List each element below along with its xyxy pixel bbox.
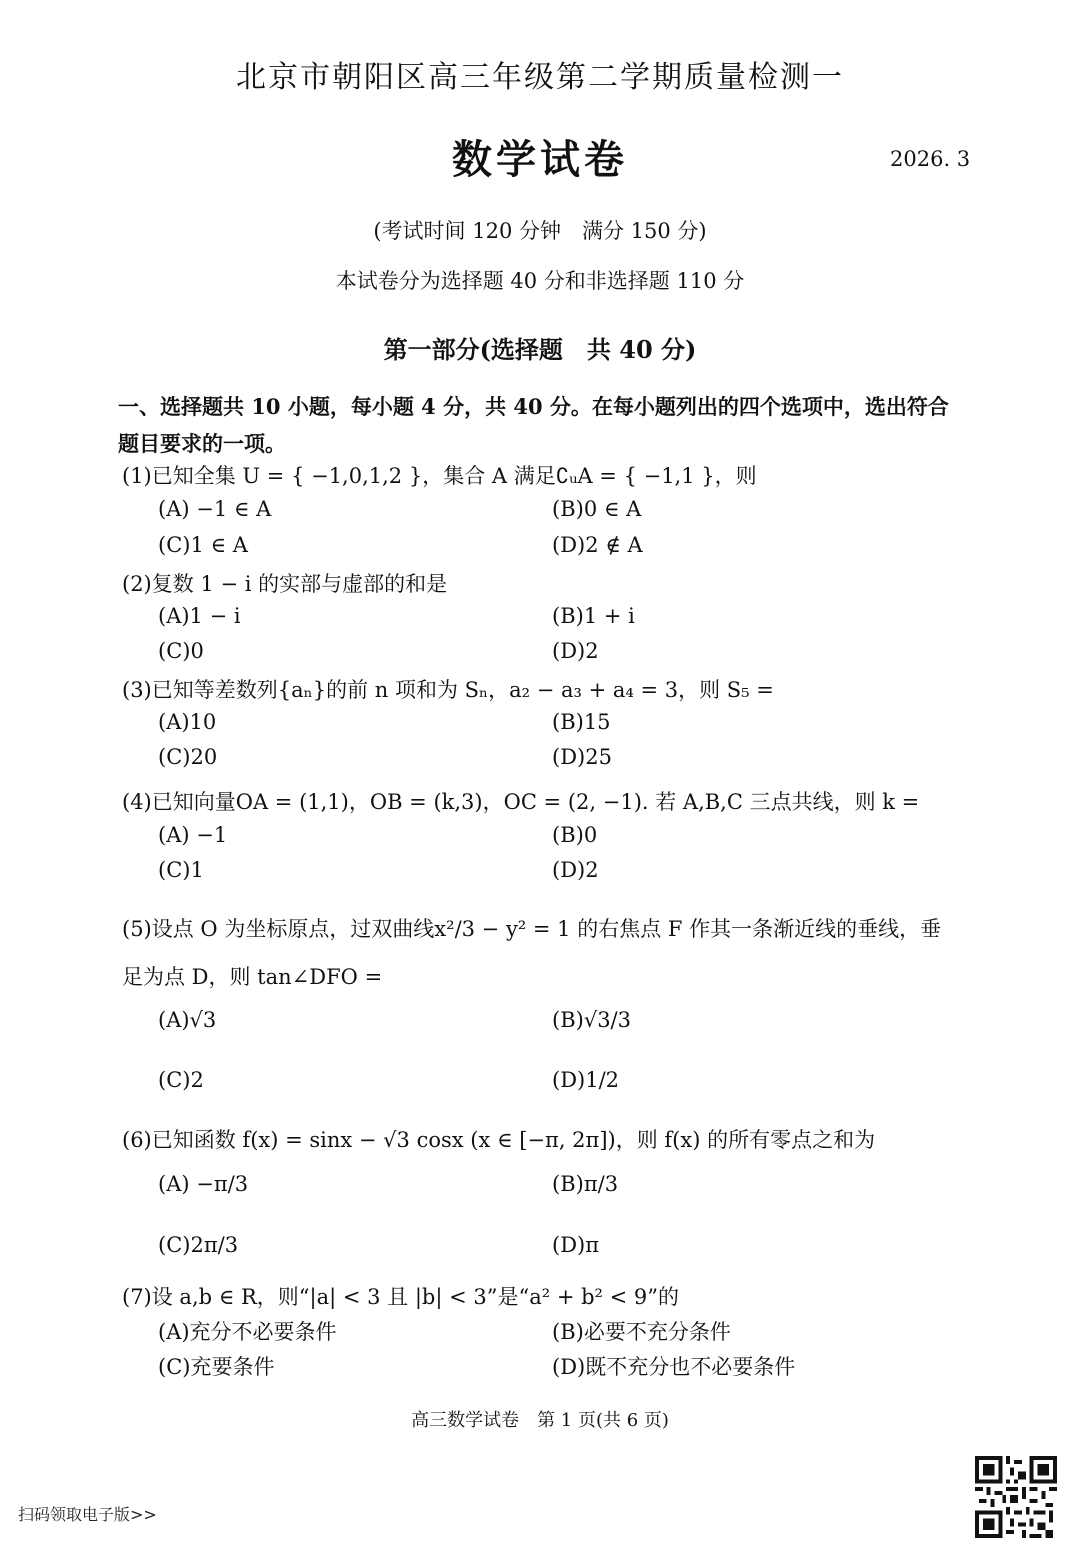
scan-for-ebook-link[interactable]: 扫码领取电子版>> (18, 1505, 157, 1524)
q1-option-d: (D)2 ∉ A (552, 533, 643, 557)
part-one-title: 第一部分(选择题 共 40 分) (383, 335, 697, 364)
q2-option-b: (B)1 + i (552, 604, 635, 628)
q3-option-c: (C)20 (158, 745, 218, 769)
qr-code-icon[interactable] (975, 1456, 1057, 1538)
q3-option-a: (A)10 (158, 710, 217, 734)
question-2: (2)复数 1 − i 的实部与虚部的和是 (122, 572, 448, 596)
q5-option-d: (D)1/2 (552, 1068, 620, 1092)
q5-option-b: (B)√3/3 (552, 1008, 631, 1032)
q5-option-c: (C)2 (158, 1068, 204, 1092)
question-4: (4)已知向量OA = (1,1)，OB = (k,3)，OC = (2, −1). 若 A,B,C 三点共线，则 k = (122, 790, 920, 814)
q1-option-b: (B)0 ∈ A (552, 497, 642, 521)
question-3: (3)已知等差数列{aₙ}的前 n 项和为 Sₙ，a₂ − a₃ + a₄ = 3，则 S₅ = (122, 678, 774, 702)
q6-option-c: (C)2π/3 (158, 1233, 239, 1257)
q6-option-b: (B)π/3 (552, 1172, 619, 1196)
q2-option-a: (A)1 − i (158, 604, 241, 628)
question-5: (5)设点 O 为坐标原点，过双曲线x²/3 − y² = 1 的右焦点 F 作其一条渐近线的垂线，垂足为点 D，则 tan∠DFO = (122, 917, 942, 989)
q6-option-a: (A) −π/3 (158, 1172, 249, 1196)
paper-title: 数学试卷 (452, 136, 628, 183)
exam-time-info: (考试时间 120 分钟 满分 150 分) (373, 219, 707, 243)
question-1: (1)已知全集 U = { −1,0,1,2 }，集合 A 满足∁ᵤA = { −1,1 }，则 (122, 464, 757, 488)
q7-option-a: (A)充分不必要条件 (158, 1320, 337, 1344)
q3-option-b: (B)15 (552, 710, 611, 734)
q7-option-b: (B)必要不充分条件 (552, 1320, 731, 1344)
section-instructions: 一、选择题共 10 小题，每小题 4 分，共 40 分。在每小题列出的四个选项中，选出符合题目要求的一项。 (118, 394, 949, 456)
q4-option-d: (D)2 (552, 858, 599, 882)
q5-option-a: (A)√3 (158, 1008, 217, 1032)
question-6: (6)已知函数 f(x) = sinx − √3 cosx (x ∈ [−π, 2π])，则 f(x) 的所有零点之和为 (122, 1128, 876, 1152)
q2-option-d: (D)2 (552, 639, 599, 663)
q3-option-d: (D)25 (552, 745, 612, 769)
q4-option-a: (A) −1 (158, 823, 228, 847)
q7-option-c: (C)充要条件 (158, 1355, 275, 1379)
q4-option-b: (B)0 (552, 823, 598, 847)
q6-option-d: (D)π (552, 1233, 600, 1257)
page-footer: 高三数学试卷 第 1 页(共 6 页) (411, 1410, 669, 1431)
question-7: (7)设 a,b ∈ R，则“|a| < 3 且 |b| < 3”是“a² + b² < 9”的 (122, 1285, 679, 1309)
exam-title: 北京市朝阳区高三年级第二学期质量检测一 (236, 60, 844, 95)
score-distribution-info: 本试卷分为选择题 40 分和非选择题 110 分 (335, 269, 745, 293)
exam-date: 2026. 3 (890, 147, 971, 171)
q1-option-a: (A) −1 ∈ A (158, 497, 272, 521)
q1-option-c: (C)1 ∈ A (158, 533, 248, 557)
q7-option-d: (D)既不充分也不必要条件 (552, 1355, 796, 1379)
q2-option-c: (C)0 (158, 639, 204, 663)
q4-option-c: (C)1 (158, 858, 204, 882)
